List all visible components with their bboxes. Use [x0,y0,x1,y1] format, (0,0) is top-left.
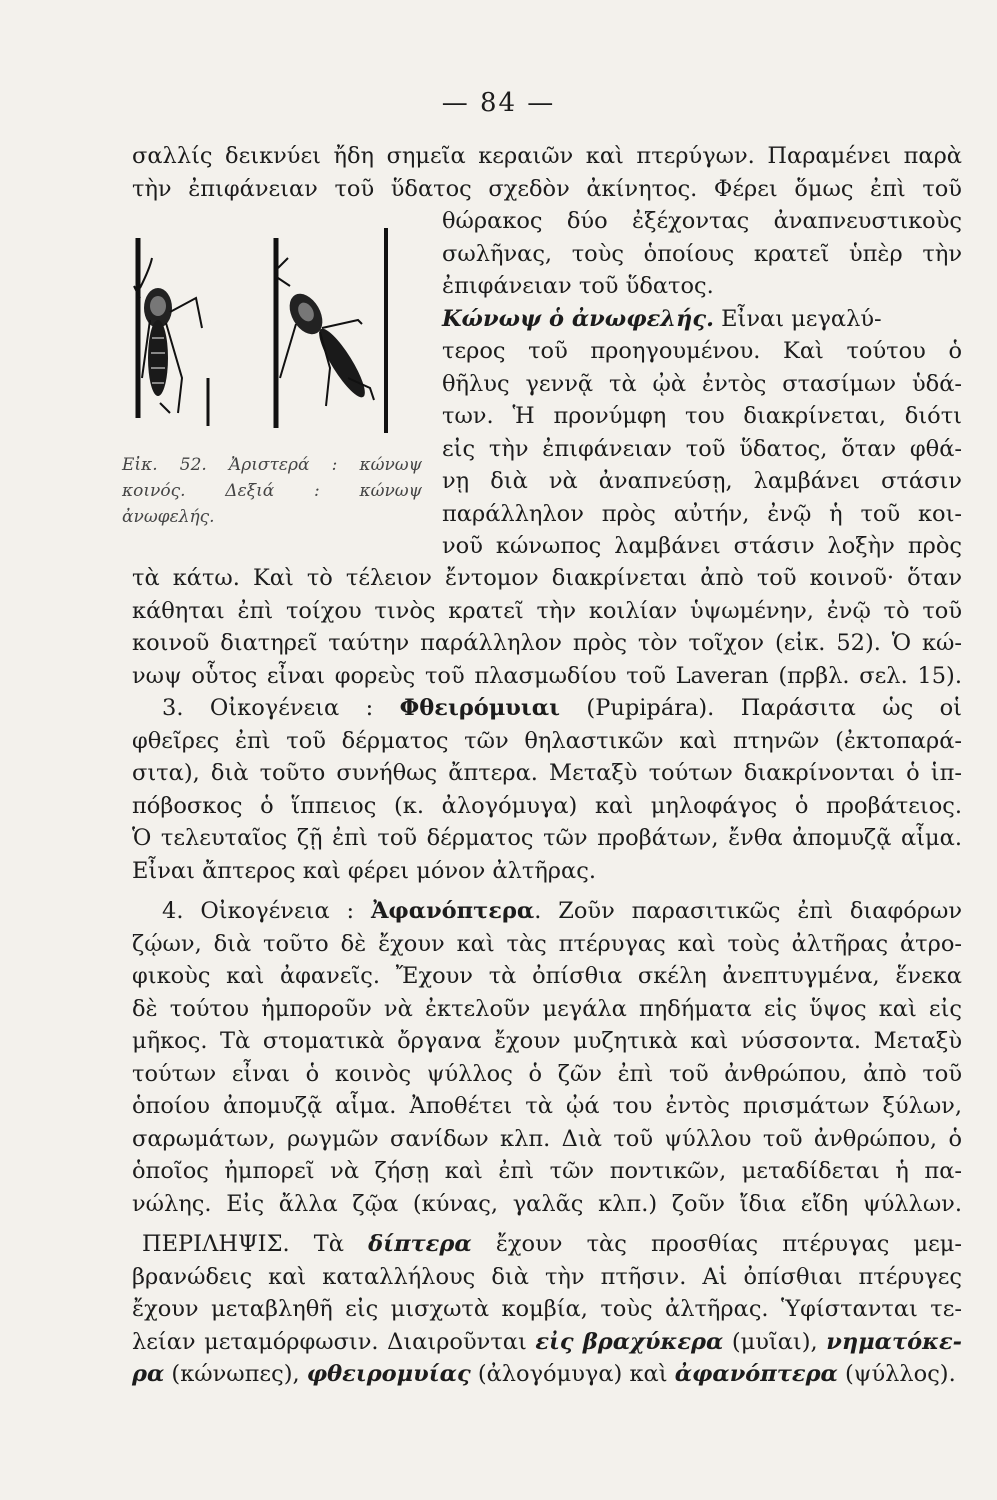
text-fragment: 3. Οἰκογένεια : [162,695,400,721]
family3-first-line [132,692,962,725]
text-line: νοῦ κώνωπος λαμβάνει στάσιν λοξὴν πρὸς [442,533,962,559]
text-fragment: (Pupipára). Παράσιτα ὡς οἱ [559,695,962,721]
side-column [442,205,962,563]
text-line: ἐπιφάνειαν τοῦ ὕδατος. [442,273,714,299]
caption-line: Εἰκ. 52. Ἀριστερά : κώνωψ [122,455,422,475]
page-number: — 84 — [441,88,556,118]
term-brachykera: εἰς βραχύκερα [535,1328,724,1355]
text-line: τερος τοῦ προηγουμένου. Καὶ τούτου ὁ [442,338,962,364]
body-text [132,562,962,1391]
text-line: τὰ κάτω. Καὶ τὸ τέλειον ἔντομον διακρίνεται ἀπὸ τοῦ κοινοῦ· ὅταν [132,565,962,591]
text-fragment: Εἶναι μεγαλύ- [713,305,882,332]
anopheles-heading: Κώνωψ ὁ ἀνωφελής. [442,305,714,332]
text-line: πόβοσκος ὁ ἵππειος (κ. ἀλογόμυγα) καὶ μηλοφάγος ὁ προβάτειος. [132,792,962,819]
summary-line [132,1358,962,1391]
caption-line: κοινός. Δεξιά : κώνωψ [122,481,422,501]
text-line: ὁποῖος ἠμπορεῖ νὰ ζήσῃ καὶ ἐπὶ τῶν ποντικῶν, μεταδίδεται ἡ πα- [132,1158,962,1184]
text-line: τὴν ἐπιφάνειαν τοῦ ὕδατος σχεδὸν ἀκίνητος. Φέρει ὅμως ἐπὶ τοῦ [132,175,962,202]
text-line: νώλης. Εἰς ἄλλα ζῷα (κύνας, γαλᾶς κλπ.) ζοῦν ἴδια εἴδη ψύλλων. [132,1190,962,1217]
text-line: Ὁ τελευταῖος ζῇ ἐπὶ τοῦ δέρματος τῶν προβάτων, ἔνθα ἀπομυζᾷ αἷμα. [132,825,962,851]
text-fragment: Τὰ [289,1231,369,1257]
text-line: ζῴων, διὰ τοῦτο δὲ ἔχουν καὶ τὰς πτέρυγας καὶ τοὺς ἀλτῆρας ἀτρο- [132,930,962,957]
figure-caption [122,452,422,530]
top-paragraph [132,140,962,205]
text-line: φικοὺς καὶ ἀφανεῖς. Ἔχουν τὰ ὀπίσθια σκέλη ἀνεπτυγμένα, ἕνεκα [132,963,962,989]
anopheles-mosquito-drawing [276,228,386,433]
term-diptera: δίπτερα [368,1231,472,1257]
common-mosquito-drawing [134,238,208,426]
text-line: νωψ οὗτος εἶναι φορεὺς τοῦ πλασμωδίου τοῦ Laveran (πρβλ. σελ. 15). [132,662,962,689]
term-ftheiromyias: φθειρομυίας [306,1361,471,1387]
text-line: τούτων εἶναι ὁ κοινὸς ψύλλος ὁ ζῶν ἐπὶ τοῦ ἀνθρώπου, ἀπὸ τοῦ [132,1060,962,1087]
text-fragment: (ψύλλος). [837,1361,956,1387]
text-line: Εἶναι ἄπτερος καὶ φέρει μόνον ἀλτῆρας. [132,857,596,884]
text-fragment: (κώνωπες), [164,1361,307,1387]
term-nimatokera-end: ρα [132,1361,165,1387]
text-line: κάθηται ἐπὶ τοίχου τινὸς κρατεῖ τὴν κοιλίαν ὑψωμένην, ἐνῷ τὸ τοῦ [132,597,962,624]
text-line: μῆκος. Τὰ στοματικὰ ὄργανα ἔχουν μυζητικὰ καὶ νύσσοντα. Μεταξὺ [132,1028,962,1054]
text-fragment: (ἀλογόμυγα) καὶ [470,1361,675,1387]
text-line: ἔχουν μεταβληθῆ εἰς μισχωτὰ κομβία, τοὺς ἀλτῆρας. Ὑφίστανται τε- [132,1296,962,1322]
family4-name: Ἀφανόπτερα [370,898,535,924]
text-line: θώρακος δύο ἐξέχοντας ἀναπνευστικοὺς [442,208,962,234]
term-afanoptera: ἀφανόπτερα [674,1361,838,1387]
text-line: κοινοῦ διατηρεῖ ταύτην παράλληλον πρὸς τὸν τοῖχον (εἰκ. 52). Ὁ κώ- [132,630,962,656]
caption-line: ἀνωφελής. [122,507,215,527]
text-fragment: 4. Οἰκογένεια : [162,898,371,924]
text-line: ὁποίου ἀπομυζᾷ αἷμα. Ἀποθέτει τὰ ᾠά του ἐντὸς πρισμάτων ξύλων, [132,1093,962,1119]
text-line: σαλλίς δεικνύει ἤδη σημεῖα κεραιῶν καὶ πτερύγων. Παραμένει παρὰ [132,143,962,169]
text-line: των. Ἡ προνύμφη του διακρίνεται, διότι [442,403,962,429]
text-line: σαρωμάτων, ρωγμῶν σανίδων κλπ. Διὰ τοῦ ψύλλου τοῦ ἀνθρώπου, ὁ [132,1125,962,1152]
text-line: σωλῆνας, τοὺς ὁποίους κρατεῖ ὑπὲρ τὴν [442,240,962,267]
family3-name: Φθειρόμυιαι [399,695,560,721]
text-line: δὲ τούτου ἠμποροῦν νὰ ἐκτελοῦν μεγάλα πηδήματα εἰς ὕψος καὶ εἰς [132,995,962,1022]
text-fragment: (μυῖαι), [723,1328,827,1355]
text-line: σιτα), διὰ τοῦτο συνήθως ἄπτερα. Μεταξὺ τούτων διακρίνονται ὁ ἱπ- [132,760,962,786]
text-line: εἰς τὴν ἐπιφάνειαν τοῦ ὕδατος, ὅταν φθά- [442,435,962,462]
text-fragment: ἔχουν τὰς προσθίας πτέρυγας μεμ- [471,1231,962,1257]
term-nimatokera: νηματόκε- [826,1328,962,1355]
text-fragment: λείαν μεταμόρφωσιν. Διαιροῦνται [132,1328,536,1355]
text-line: θῆλυς γεννᾷ τὰ ᾠὰ ἐντὸς στασίμων ὑδά- [442,370,962,397]
text-line: νῃ διὰ νὰ ἀναπνεύσῃ, λαμβάνει στάσιν [442,468,962,494]
text-line [442,303,962,336]
text-line: φθεῖρες ἐπὶ τοῦ δέρματος τῶν θηλαστικῶν καὶ πτηνῶν (ἐκτοπαρά- [132,727,962,754]
family4-first-line [132,895,962,928]
text-line: παράλληλον πρὸς αὐτήν, ἐνῷ ἡ τοῦ κοι- [442,500,962,527]
text-line: βρανώδεις καὶ καταλλήλους διὰ τὴν πτῆσιν. Αἱ ὀπίσθιαι πτέρυγες [132,1263,962,1290]
text-fragment: . Ζοῦν παρασιτικῶς ἐπὶ διαφόρων [534,898,962,924]
summary-line [132,1326,962,1359]
summary-line [132,1228,962,1261]
summary-label: ΠΕΡΙΛΗΨΙΣ. [142,1231,290,1257]
